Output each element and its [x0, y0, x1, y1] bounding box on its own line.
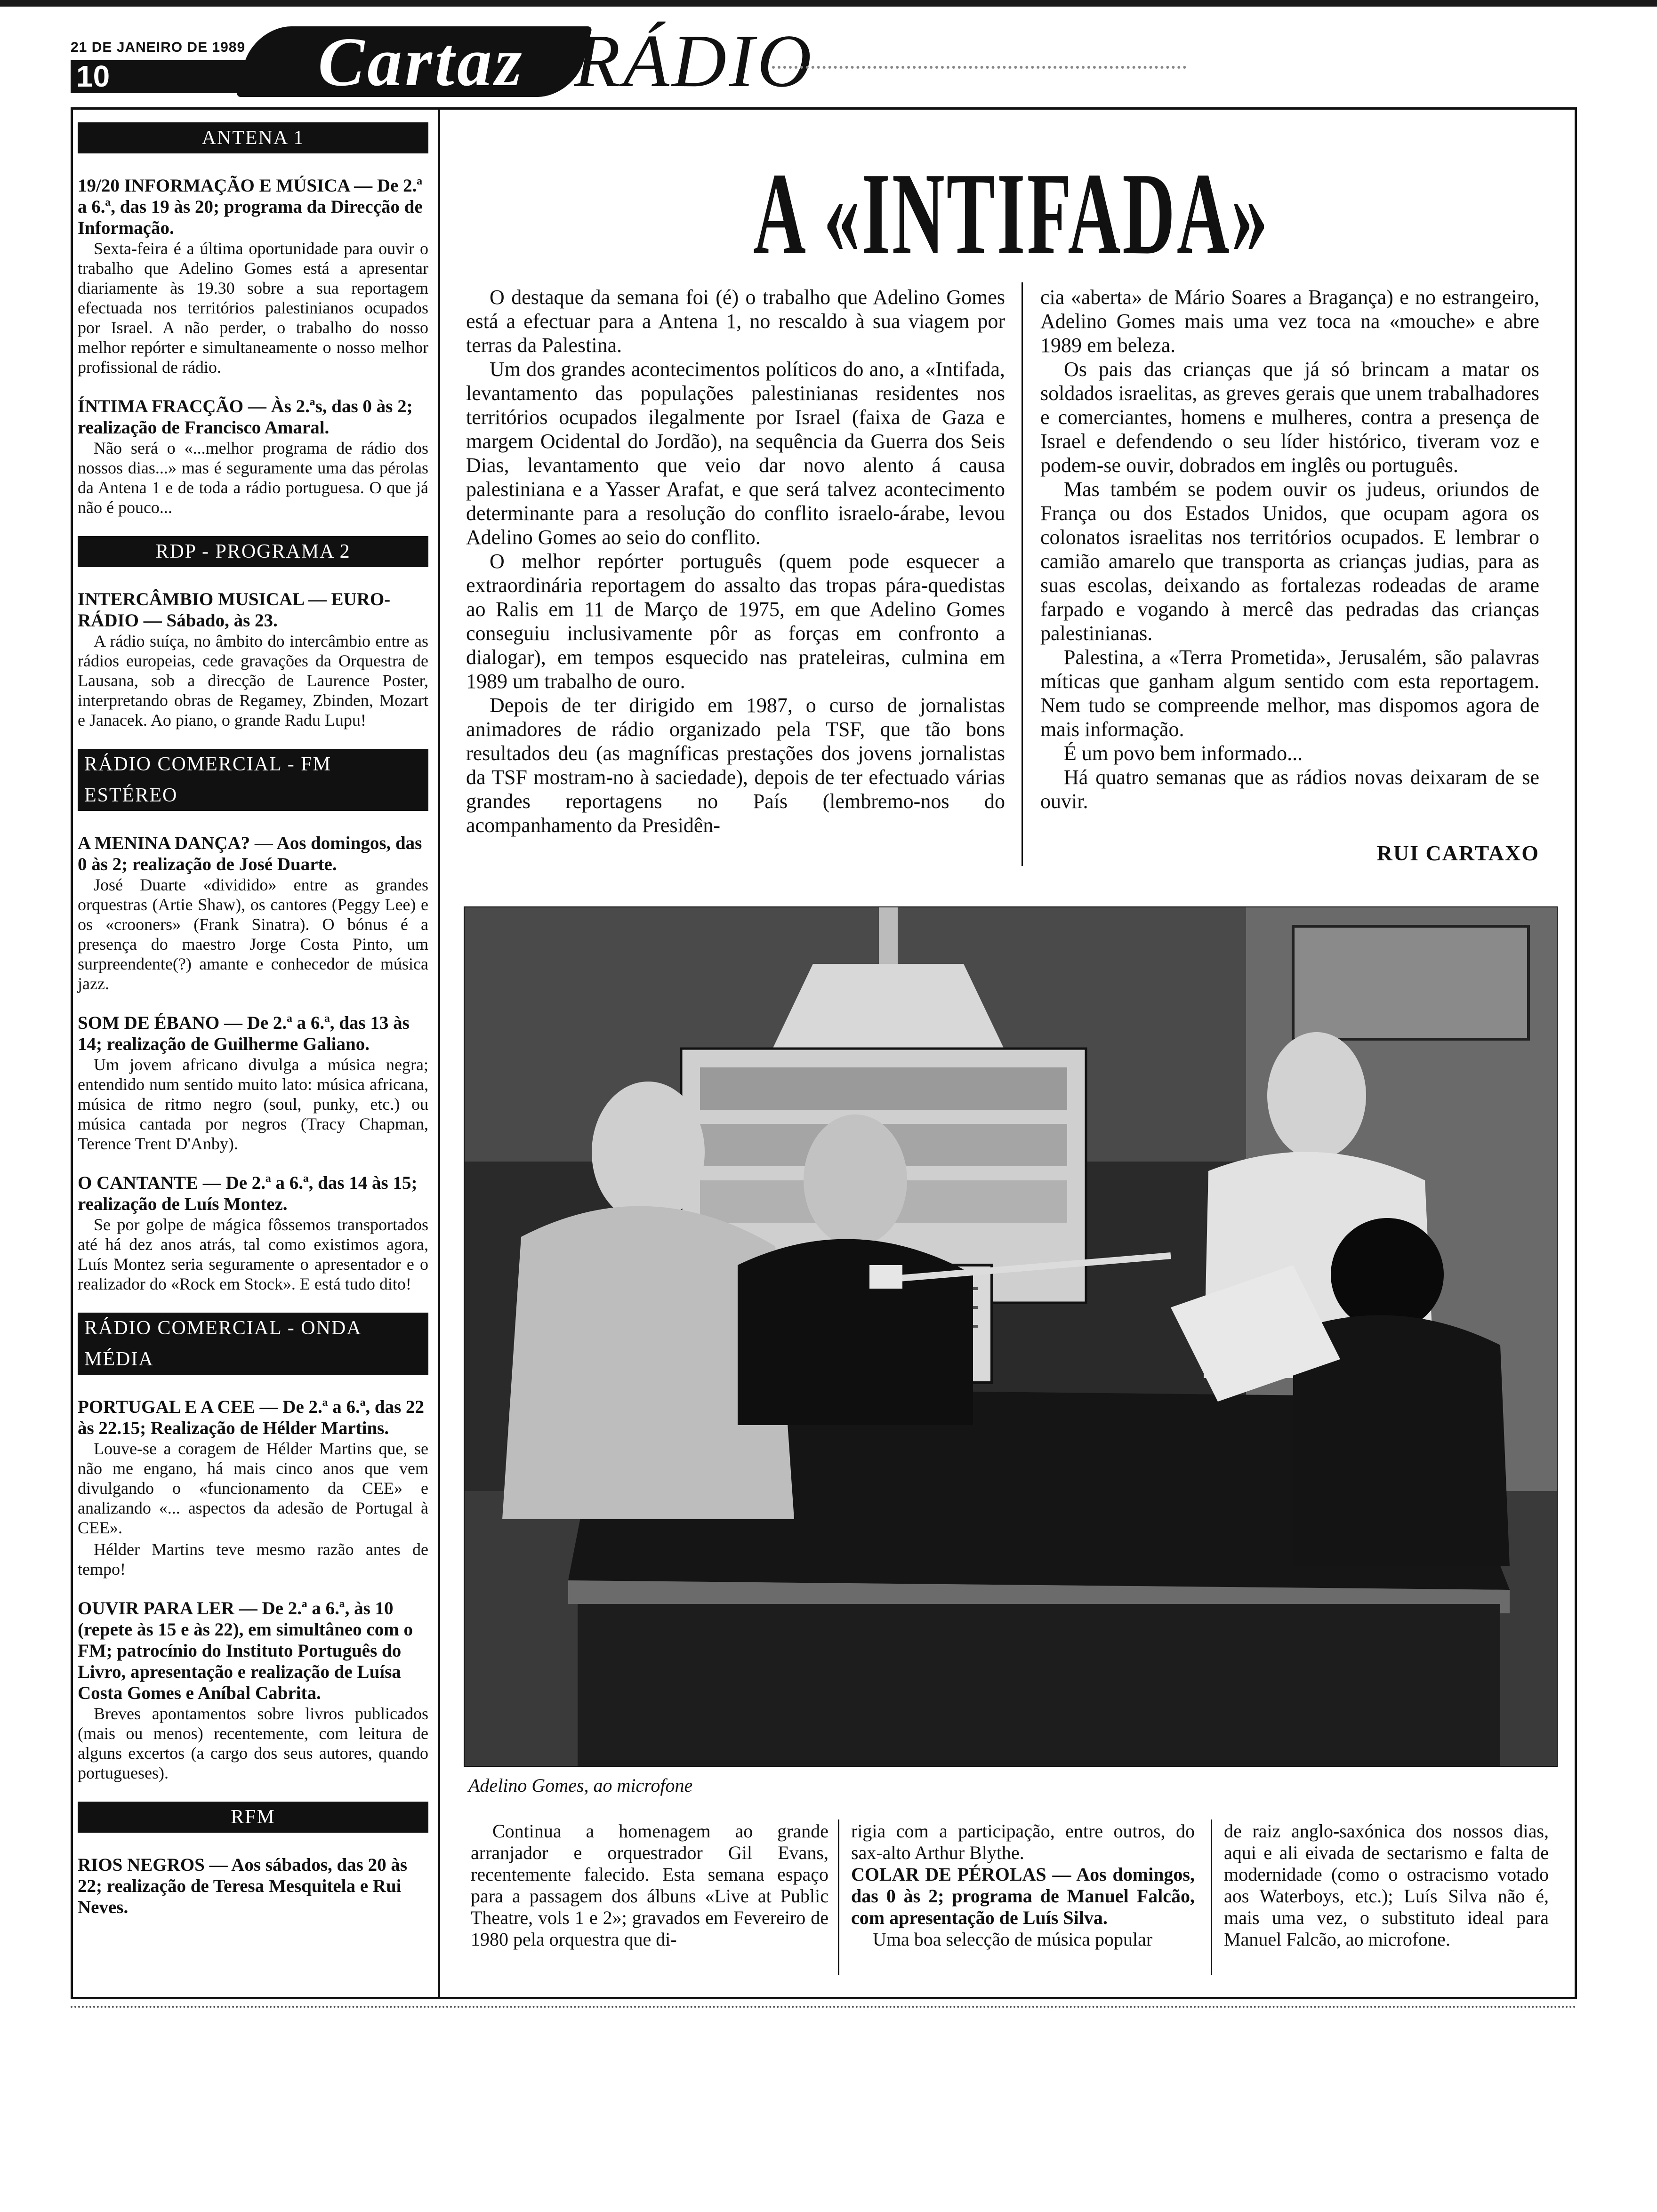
listing-body: Se por golpe de mágica fôssemos transportados até há dez anos atrás, tal como existimos agora, Luís Montez seria seguramente o apresentador e o realizador do «Rock em Stock». E está tudo dito!: [78, 1215, 428, 1293]
issue-date: 21 DE JANEIRO DE 1989: [71, 40, 246, 55]
section-header-rdp2: RDP - PROGRAMA 2: [78, 536, 428, 567]
listing-title: PORTUGAL E A CEE — De 2.ª a 6.ª, das 22 às 22.15; Realização de Hélder Martins.: [78, 1397, 425, 1438]
article-paragraph: cia «aberta» de Mário Soares a Bragança) e no estrangeiro, Adelino Gomes mais uma vez toca na «mouche» e abre 1989 em beleza.: [1040, 286, 1539, 357]
page-number: 10: [76, 59, 110, 93]
listing-body: Um jovem africano divulga a música negra; entendido num sentido muito lato: música africana, música de ritmo negro (soul, punky, etc.) ou música cantada por negros (Tracy Chapman, Terence Trent D'Anby).: [78, 1055, 428, 1153]
lower-column-c: [1224, 1820, 1549, 1950]
listing-body: Sexta-feira é a última oportunidade para ouvir o trabalho que Adelino Gomes está a apresentar diariamente às 19.30 sobre a sua reportagem efectuada nos territórios palestinianos ocupados por Israel. A não perder, o trabalho do nosso melhor repórter e simultaneamente o nosso melhor profissional de rádio.: [78, 239, 428, 377]
article-headline: A «INTIFADA»: [753, 149, 1270, 279]
article-paragraph: Palestina, a «Terra Prometida», Jerusalém, são palavras míticas que ganham algum sentido com esta reportagem. Nem tudo se compreende melhor, mas dispomos agora de mais informação.: [1040, 646, 1539, 741]
listing-body: Breves apontamentos sobre livros publicados (mais ou menos) recentemente, com leitura de alguns excertos (a cargo dos seus autores, quando portugueses).: [78, 1704, 428, 1782]
lower-paragraph: Uma boa selecção de música popular: [873, 1929, 1153, 1950]
section-header-antena1: ANTENA 1: [78, 122, 428, 153]
listing-body: Louve-se a coragem de Hélder Martins que, se não me engano, há mais cinco anos que vem divulgando o «funcionamento da CEE» e analizando «... aspectos da adesão de Portugal à CEE».: [78, 1439, 428, 1537]
article-paragraph: Os pais das crianças que já só brincam a matar os soldados israelitas, as greves gerais que unem trabalhadores e comerciantes, homens e mulheres, contra a presença de Israel e defendendo o seu líder histórico, tiveram voz e podem-se ouvir, dobrados em inglês ou português.: [1040, 358, 1539, 477]
radio-listings: [78, 113, 428, 1918]
article-paragraph: O melhor repórter português (quem pode esquecer a extraordinária reportagem do assalto das tropas pára-quedistas ao Ralis em 11 de Março de 1975, em que Adelino Gomes conseguiu inclusivamente pôr as forças em confronto a dialogar), em tempos esquecido nas prateleiras, culmina em 1989 um trabalho de ouro.: [466, 550, 1005, 693]
article-paragraph: Depois de ter dirigido em 1987, o curso de jornalistas animadores de rádio organizado pela TSF, que tão bons resultados deu (as magníficas prestações dos jovens jornalistas da TSF mostram-no à saciedade), depois de ter efectuado várias grandes reportagens no País (lembremo-nos do acompanhamento da Presidên-: [466, 694, 1005, 837]
section-header-rfm: RFM: [78, 1802, 428, 1833]
listing-body: Hélder Martins teve mesmo razão antes de tempo!: [78, 1540, 428, 1579]
lower-paragraph: rigia com a participação, entre outros, do sax-alto Arthur Blythe.: [851, 1820, 1195, 1863]
listing-title: SOM DE ÉBANO — De 2.ª a 6.ª, das 13 às 14; realização de Guilherme Galiano.: [78, 1013, 410, 1054]
listing-body: A rádio suíça, no âmbito do intercâmbio entre as rádios europeias, cede gravações da Orquestra de Lausana, sob a direcção de Laurence Poster, interpretando obras de Regamey, Zbinden, Mozart e Janacek. Ao piano, o grande Radu Lupu!: [78, 632, 428, 729]
listing-title: O CANTANTE — De 2.ª a 6.ª, das 14 às 15; realização de Luís Montez.: [78, 1173, 418, 1214]
article-column-1: [466, 285, 1005, 837]
listing-title: INTERCÂMBIO MUSICAL — EURO-RÁDIO — Sábado, às 23.: [78, 589, 391, 631]
article-paragraph: Há quatro semanas que as rádios novas deixaram de se ouvir.: [1040, 766, 1539, 813]
section-header-comercial-fm: RÁDIO COMERCIAL - FM ESTÉREO: [78, 749, 428, 811]
article-column-divider: [1022, 282, 1023, 866]
lower-paragraph: Continua a homenagem ao grande arranjador e orquestrador Gil Evans, recentemente falecido. Esta semana espaço para a passagem dos álbuns «Live at Public Theatre, vols 1 e 2»; gravados em Fevereiro de 1980 pela orquestra que di-: [471, 1820, 828, 1950]
section-header-comercial-om: RÁDIO COMERCIAL - ONDA MÉDIA: [78, 1313, 428, 1375]
cartaz-logo: Cartaz: [318, 24, 525, 101]
article-byline: RUI CARTAXO: [1376, 841, 1539, 865]
lower-paragraph: de raiz anglo-saxónica dos nossos dias, aqui e ali eivada de sectarismo e falta de modernidade (como o ostracismo votado aos Waterboys, etc.); Luís Silva não é, mais uma vez, o substituto ideal para Manuel Falcão, ao microfone.: [1224, 1820, 1549, 1950]
article-paragraph: Mas também se podem ouvir os judeus, oriundos de França ou dos Estados Unidos, que ocupam agora os colonatos israelitas nos territórios ocupados. E lembrar o camião amarelo que transporta as crianças judias, para as suas escolas, deixando as fortalezas rodeadas de arame farpado e vogando à mercê das pedradas das crianças palestinianas.: [1040, 478, 1539, 645]
top-rule: [0, 0, 1657, 7]
listing-title: OUVIR PARA LER — De 2.ª a 6.ª, às 10 (repete às 15 e às 22), em simultâneo com o FM; patrocínio do Instituto Português do Livro, apresentação e realização de Luísa Costa Gomes e Aníbal Cabrita.: [78, 1598, 413, 1703]
listing-title: ÍNTIMA FRACÇÃO — Às 2.ªs, das 0 às 2; realização de Francisco Amaral.: [78, 396, 413, 438]
listing-title: A MENINA DANÇA? — Aos domingos, das 0 às 2; realização de José Duarte.: [78, 833, 422, 874]
article-column-2: [1040, 285, 1539, 813]
listing-title: 19/20 INFORMAÇÃO E MÚSICA — De 2.ª a 6.ª, das 19 às 20; programa da Direcção de Informação.: [78, 176, 423, 238]
article-paragraph: É um povo bem informado...: [1064, 742, 1303, 765]
lower-column-divider: [1211, 1819, 1212, 1975]
lower-column-divider: [838, 1819, 839, 1975]
article-paragraph: Um dos grandes acontecimentos políticos do ano, a «Intifada, levantamento das populações palestinianas residentes nos territórios ocupados ilegalmente por Israel (faixa de Gaza e margem Ocidental do Jordão), na sequência da Guerra dos Seis Dias, levantamento que veio dar novo alento á causa palestiniana e a Yasser Arafat, e que será talvez acontecimento determinante para a resolução do conflito israelo-árabe, levou Adelino Gomes ao seio do conflito.: [466, 358, 1005, 549]
masthead-dotted-rule: [772, 56, 1186, 69]
lower-column-b: [851, 1820, 1195, 1950]
studio-photo-illustration: [465, 907, 1557, 1766]
listing-body: Não será o «...melhor programa de rádio dos nossos dias...» mas é seguramente uma das pérolas da Antena 1 e de toda a rádio portuguesa. O que já não é pouco...: [78, 439, 428, 517]
bottom-dotted-rule: [71, 2006, 1577, 2015]
lower-column-a: [471, 1820, 828, 1950]
listing-body: José Duarte «dividido» entre as grandes orquestras (Artie Shaw), os cantores (Peggy Lee) e os «crooners» (Frank Sinatra). O bónus é a presença do maestro Jorge Costa Pinto, um surpreendente(?) amante e conhecedor de música jazz.: [78, 875, 428, 993]
article-paragraph: O destaque da semana foi (é) o trabalho que Adelino Gomes está a efectuar para a Antena 1, no rescaldo à sua viagem por terras da Palestina.: [466, 286, 1005, 357]
section-title: RÁDIO: [574, 19, 814, 103]
studio-photo: [464, 906, 1558, 1767]
photo-caption: Adelino Gomes, ao microfone: [468, 1775, 693, 1796]
column-divider: [438, 107, 440, 1997]
lower-listing-title: COLAR DE PÉROLAS — Aos domingos, das 0 às 2; programa de Manuel Falcão, com apresentação de Luís Silva.: [851, 1864, 1195, 1928]
listing-title: RIOS NEGROS — Aos sábados, das 20 às 22; realização de Teresa Mesquitela e Rui Neves.: [78, 1855, 408, 1917]
